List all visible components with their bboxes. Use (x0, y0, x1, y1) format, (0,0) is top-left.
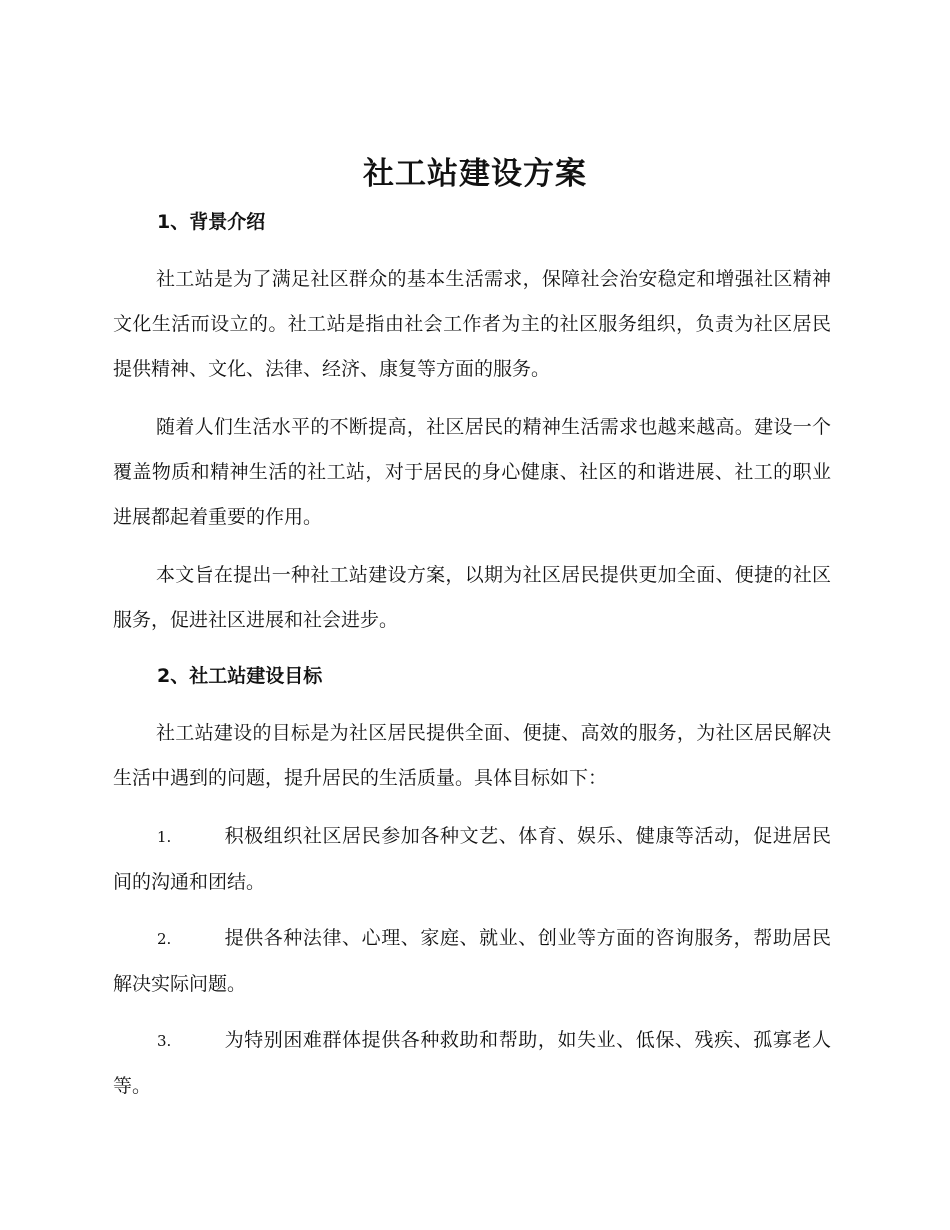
list-item (113, 1018, 831, 1109)
list-item (113, 814, 831, 905)
list-item-number: 3. (157, 1032, 172, 1050)
paragraph: 社工站是为了满足社区群众的基本生活需求，保障社会治安稳定和增强社区精神文化生活而设立的。社工站是指由社会工作者为主的社区服务组织，负责为社区居民提供精神、文化、法律、经济、康复等方面的服务。 (113, 268, 831, 380)
paragraph: 本文旨在提出一种社工站建设方案，以期为社区居民提供更加全面、便捷的社区服务，促进社区进展和社会进步。 (113, 564, 831, 631)
list-item-text: 为特别困难群体提供各种救助和帮助，如失业、低保、残疾、孤寡老人等。 (113, 1029, 831, 1097)
paragraph: 随着人们生活水平的不断提高，社区居民的精神生活需求也越来越高。建设一个覆盖物质和精神生活的社工站，对于居民的身心健康、社区的和谐进展、社工的职业进展都起着重要的作用。 (113, 416, 831, 528)
list-item-text: 提供各种法律、心理、家庭、就业、创业等方面的咨询服务，帮助居民解决实际问题。 (113, 927, 831, 995)
list-item-number: 1. (157, 828, 172, 846)
section-heading-background: 1、背景介绍 (157, 211, 266, 233)
paragraph: 社工站建设的目标是为社区居民提供全面、便捷、高效的服务，为社区居民解决生活中遇到的问题，提升居民的生活质量。具体目标如下： (113, 722, 831, 789)
section-heading-goals: 2、社工站建设目标 (157, 665, 323, 687)
list-item-text: 积极组织社区居民参加各种文艺、体育、娱乐、健康等活动，促进居民间的沟通和团结。 (113, 825, 831, 893)
list-item-number: 2. (157, 930, 172, 948)
list-item (113, 916, 831, 1007)
document-title: 社工站建设方案 (363, 156, 587, 192)
